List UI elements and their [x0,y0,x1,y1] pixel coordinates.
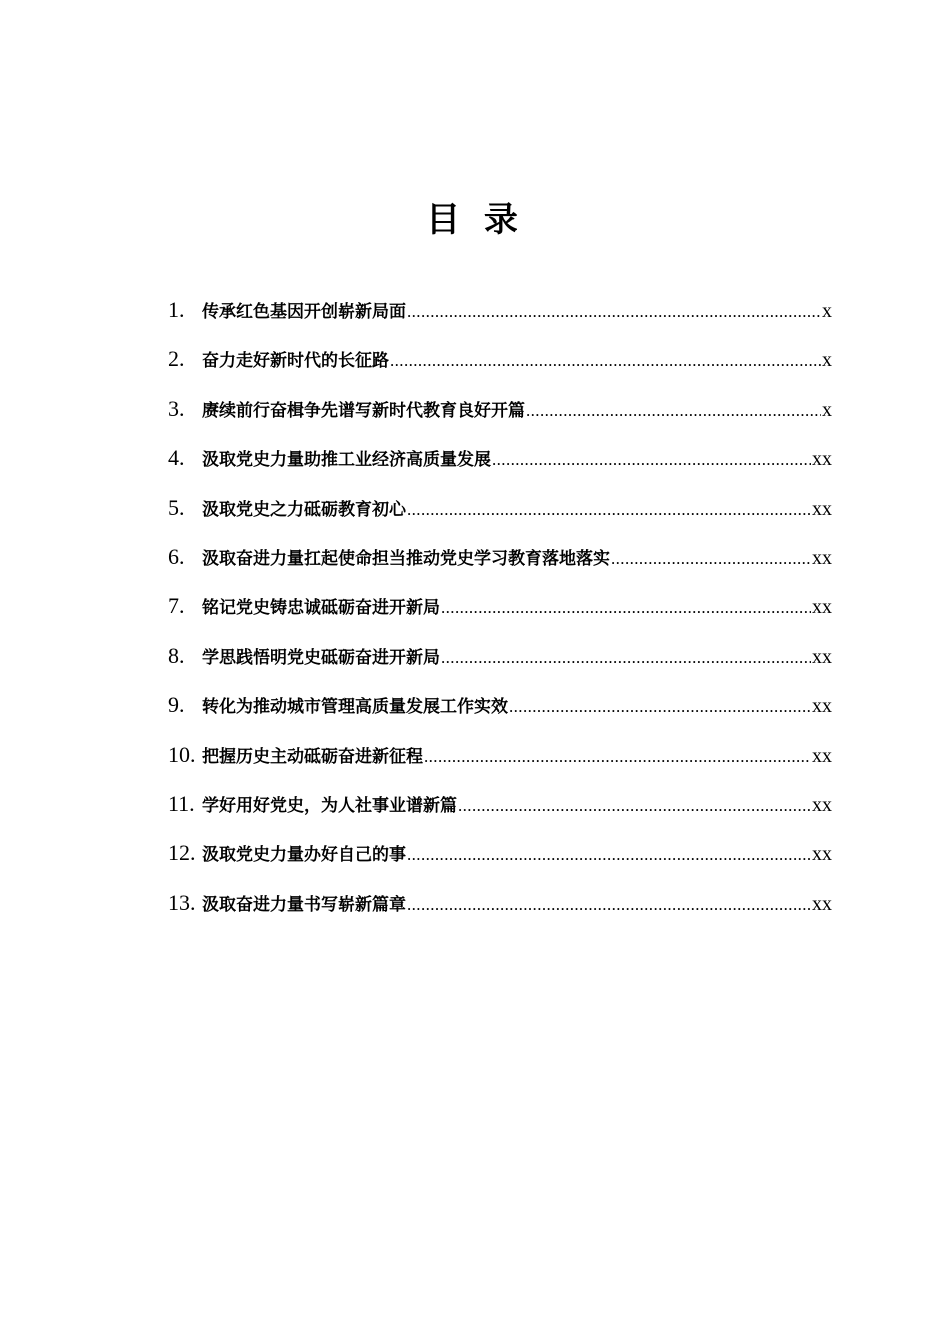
toc-entry-number: 10. [168,741,196,767]
toc-entry-page: x [822,398,832,421]
toc-entry-title: 赓续前行奋楫争先谱写新时代教育良好开篇 [202,400,525,421]
toc-entry-number: 9. [168,692,185,718]
toc-entry[interactable] [168,389,832,438]
dot-leader [509,687,811,727]
toc-entry-page: xx [812,695,832,718]
toc-entry[interactable] [168,586,832,635]
toc-entry[interactable] [168,438,832,487]
toc-entry[interactable] [168,537,832,586]
toc-entry[interactable] [168,290,832,339]
toc-entry-title: 传承红色基因开创崭新局面 [202,302,406,322]
toc-entry-page: xx [812,892,832,915]
dot-leader [441,638,811,678]
toc-title: 目 录 [426,200,524,240]
toc-entry[interactable] [168,735,832,784]
toc-entry[interactable] [168,833,832,882]
toc-entry[interactable] [168,883,832,932]
toc-entry-number: 4. [168,445,185,471]
toc-entry-title: 转化为推动城市管理高质量发展工作实效 [202,697,508,718]
toc-entry-number: 7. [168,593,185,619]
toc-entry-title: 学思践悟明党史砥砺奋进开新局 [202,647,440,668]
toc-entry-number: 1. [168,297,185,322]
dot-leader [390,341,821,381]
toc-entry-number: 2. [168,346,185,372]
dot-leader [407,292,821,332]
toc-entry-number: 6. [168,543,185,569]
toc-entry-number: 5. [168,494,185,520]
toc-entry-number: 8. [168,642,185,668]
toc-entry[interactable] [168,636,832,685]
toc-entry-page: xx [812,448,832,471]
dot-leader [407,835,811,875]
toc-entry-title: 学好用好党史，为人社事业谱新篇 [202,795,457,816]
toc-entry[interactable] [168,488,832,537]
toc-entry-page: x [822,349,832,372]
toc-entry-page: xx [812,793,832,816]
toc-entry-title: 汲取党史力量办好自己的事 [202,845,406,866]
toc-entry[interactable] [168,339,832,388]
dot-leader [458,786,811,826]
dot-leader [611,539,811,579]
toc-entry-title: 汲取党史之力砥砺教育初心 [202,499,406,520]
toc-list [168,290,832,932]
toc-entry-title: 奋力走好新时代的长征路 [202,351,389,372]
toc-entry[interactable] [168,784,832,833]
toc-entry-title: 汲取党史力量助推工业经济高质量发展 [202,450,491,471]
dot-leader [526,391,821,431]
toc-entry-title: 把握历史主动砥砺奋进新征程 [202,746,423,767]
toc-entry-number: 11. [168,790,195,816]
toc-entry-page: xx [812,546,832,569]
toc-entry-number: 3. [168,395,185,421]
toc-entry-page: x [822,300,832,322]
toc-entry-title: 铭记党史铸忠诚砥砺奋进开新局 [202,598,440,619]
toc-entry-page: xx [812,843,832,866]
toc-entry-page: xx [812,497,832,520]
toc-entry-title: 汲取奋进力量书写崭新篇章 [202,894,406,915]
dot-leader [492,440,811,480]
dot-leader [424,737,811,777]
dot-leader [407,885,811,925]
dot-leader [441,588,811,628]
toc-entry-page: xx [812,744,832,767]
toc-entry-page: xx [812,596,832,619]
toc-entry-title: 汲取奋进力量扛起使命担当推动党史学习教育落地落实 [202,548,610,569]
toc-entry[interactable] [168,685,832,734]
toc-entry-number: 13. [168,889,196,915]
toc-entry-number: 12. [168,840,196,866]
toc-entry-page: xx [812,645,832,668]
dot-leader [407,490,811,530]
